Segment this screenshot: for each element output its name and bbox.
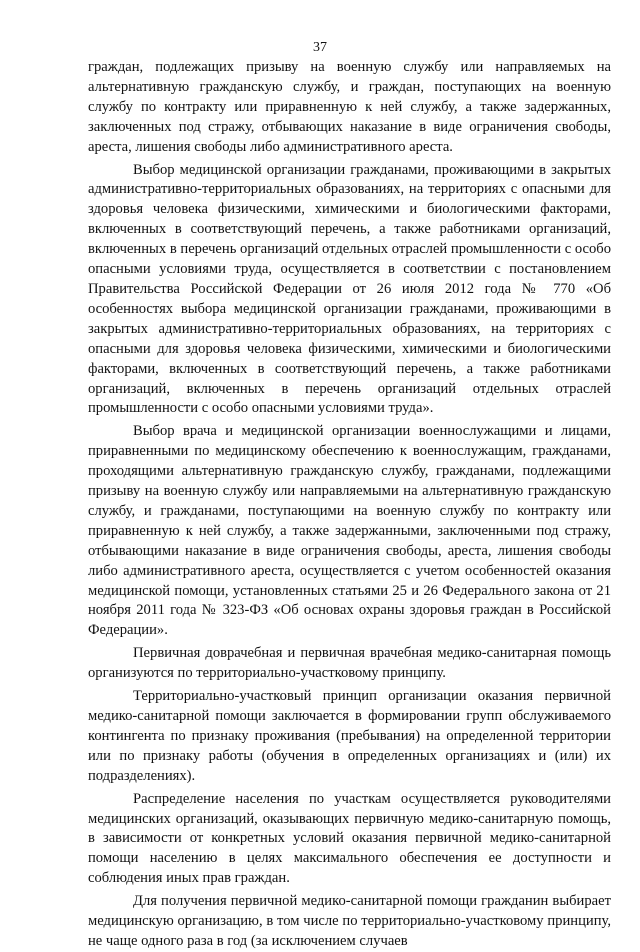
paragraph: Выбор врача и медицинской организации военнослужащими и лицами, приравненными по медицинскому обеспечению к военнослужащим, гражданами, проходящими альтернативную гражданскую службу, гражданами, подлежащими призыву на военную службу или направляемыми на альтернативную гражданскую службу, и гражданами, поступающими на военную службу по контракту или приравненную к ней службу, а также задержанными, заключенными под стражу, отбывающими наказание в виде ограничения свободы, ареста, лишения свободы либо административного ареста, осуществляется с учетом особенностей оказания медицинской помощи, установленных статьями 25 и 26 Федерального закона от 21 ноября 2011 года № 323-ФЗ «Об основах охраны здоровья граждан в Российской Федерации». xyxy=(88,423,611,639)
page-number: 37 xyxy=(313,40,327,55)
paragraph: Распределение населения по участкам осуществляется руководителями медицинских организаций, оказывающих первичную медико-санитарную помощь, в зависимости от конкретных условий оказания первичной медико-санитарной помощи населению в целях максимального обеспечения ее доступности и соблюдения иных прав граждан. xyxy=(88,790,611,887)
paragraph: Для получения первичной медико-санитарной помощи гражданин выбирает медицинскую организацию, в том числе по территориально-участковому принципу, не чаще одного раза в год (за исключением случаев xyxy=(88,893,611,949)
paragraph: Первичная доврачебная и первичная врачебная медико-санитарная помощь организуются по территориально-участковому принципу. xyxy=(88,645,611,682)
document-body xyxy=(88,58,611,952)
paragraph: Выбор медицинской организации гражданами, проживающими в закрытых административно-территориальных образованиях, на территориях с опасными для здоровья человека физическими, химическими и биологическими факторами, включенных в соответствующий перечень, а также работниками организаций, включенных в перечень организаций отдельных отраслей промышленности с особо опасными условиями труда, осуществляется в соответствии с постановлением Правительства Российской Федерации от 26 июля 2012 года № 770 «Об особенностях выбора медицинской организации гражданами, проживающими в закрытых административно-территориальных образованиях, на территориях с опасными для здоровья человека физическими, химическими и биологическими факторами, включенных в соответствующий перечень, а также работниками организаций, включенных в перечень организаций отдельных отраслей промышленности с особо опасными условиями труда». xyxy=(88,161,611,417)
paragraph: граждан, подлежащих призыву на военную службу или направляемых на альтернативную гражданскую службу, и граждан, поступающих на военную службу по контракту или приравненную к ней службу, а также задержанных, заключенных под стражу, отбывающих наказание в виде ограничения свободы, ареста, лишения свободы либо административного ареста. xyxy=(88,59,611,155)
paragraph: Территориально-участковый принцип организации оказания первичной медико-санитарной помощи заключается в формировании групп обслуживаемого контингента по признаку проживания (пребывания) на определенной территории или по признаку работы (обучения в определенных организациях и (или) их подразделениях). xyxy=(88,688,611,784)
